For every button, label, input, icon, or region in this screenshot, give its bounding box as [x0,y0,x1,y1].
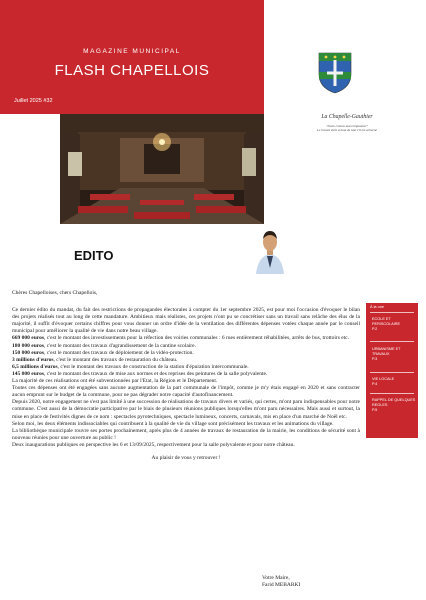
edito-salutation: Chères Chapelloises, chers Chapellois, [12,290,98,296]
mayor-photo [252,224,288,274]
figure-amount: 180 000 euros [12,342,44,349]
toc-divider [370,372,414,373]
signature-title: Votre Maire, [262,575,290,581]
issue-date: Juillet 2025 #32 [14,98,53,104]
figure-line [12,350,360,357]
toc-divider [370,341,414,342]
signature [262,575,300,589]
edito-paragraph: Depuis 2020, notre engagement ne s'est pas limité à une succession de réalisations de travaux divers et variés, qui certes, m'ont paru indispensables pour notre commune. C'est aussi de la démocratie participative par le biais de plusieurs réunions publiques lorsqu'elles m'ont paru nécessaires. Mais aussi et surtout, la mise en place de festivités dignes de ce nom : spectacles pyrotechniques, spectacle lumineux, concerts, carnavals, mis en place d'un marché de Noël etc. [12,399,360,420]
edito-heading: EDITO [74,248,114,263]
figure-line [12,357,360,364]
figure-text: , c'est le montant des travaux d'agrandissement de la cantine scolaire. [43,342,196,349]
castle-interior-photo [60,114,264,224]
town-slogan-line-1: "Lieux connus aussi imposteur" [326,124,368,128]
town-slogan [292,124,402,132]
table-of-contents [366,303,418,438]
edito-paragraph: La majorité de ces réalisations ont été subventionnées par l'Etat, la Région et le Département. [12,378,218,385]
toc-item-ecole[interactable] [372,317,416,331]
toc-item-vie-locale[interactable] [372,377,416,387]
toc-item-label: VIE LOCALE [372,377,395,381]
toc-item-label: ECOLE ET PERISCOLAIRE [372,317,401,326]
figure-amount: 150 000 euros [12,349,44,356]
magazine-title: FLASH CHAPELLOIS [54,62,210,79]
magazine-subtitle: MAGAZINE MUNICIPAL [83,48,181,55]
castle-hall-image [60,114,264,224]
figure-amount: 669 000 euros [12,335,44,342]
edito-paragraph: Ce dernier édito du mandat, du fait des restrictions de propagandes électorales à compter du 1er septembre 2025, est pour moi l'occasion d'évoquer le bilan des projets réalisés tout au long de cette mandature. Ambitieux mais réalistes, ces projets n'ont pu se concrétiser sans un travail sans relâche des élus de la majorité, il suffit d'évoquer certains chiffres pour vous donner un ordre d'idée de la ventilation des différentes dépenses votées chaque année par le conseil municipal pour améliorer la qualité de vie dans notre beau village. [12,307,360,335]
toc-heading: À la une [370,305,384,309]
edito-paragraph: La bibliothèque municipale rouvre ses portes prochainement, après plus de 4 années de travaux de restauration de la mairie, les conditions de sécurité sont à nouveau réunies pour une ouverture au public ! [12,427,360,441]
figure-amount: 3 millions d'euros [12,356,54,363]
town-name: La Chapelle-Gauthier [321,114,373,120]
edito-paragraph: Deux inaugurations publiques en perspective les 6 et 13/09/2025, respectivement pour la salle polyvalente et pour notre château. [12,441,295,448]
toc-item-label: RAPPEL DE QUELQUES REGLES [372,398,416,407]
toc-item-label: URBANISME ET TRAVAUX [372,347,401,356]
toc-item-page: P.5 [372,407,378,412]
figure-line [12,364,360,371]
toc-divider [370,393,414,394]
toc-item-page: P.2 [372,326,378,331]
figure-text: , c'est le montant des travaux de déploiement de la vidéo-protection. [43,349,194,356]
town-crest [318,52,352,94]
figure-text: , c'est le montant des investissements pour la réfection des voiries communales : 6 rues entièrement réhabilitées, arrêts de bus, trottoirs etc. [43,335,350,342]
edito-paragraph: Toutes ces dépenses ont été engagées sans aucune augmentation de la part communale de l'impôt, comme je m'y étais engagé en 2020 et sans contracter aucun emprunt sur le budget de la commune, pour ne pas dégrader notre capacité d'autofinancement. [12,385,360,399]
figure-text: , c'est le montant des travaux de construction de la station d'épuration intercommunale. [57,363,249,370]
toc-item-regles[interactable] [372,398,416,412]
figure-amount: 145 000 euros [12,370,44,377]
figure-text: , c'est le montant des travaux de mise aux normes et des reprises des peintures de la salle polyvalente. [43,370,268,377]
signature-name: Farid MEBARKI [262,582,301,588]
edito-closing: Au plaisir de vous y retrouver ! [151,454,221,461]
toc-divider [370,312,414,313]
figure-text: , c'est le montant des travaux de restauration du château. [53,356,178,363]
figure-line [12,343,360,350]
edito-paragraph: Selon moi, les deux éléments indissociables qui contribuent à la qualité de vie du village sont précisément les travaux et les animations du village. [12,420,334,427]
toc-item-page: P.3 [372,356,378,361]
figure-line [12,371,360,378]
figure-line [12,335,360,342]
toc-item-page: P.4 [372,381,378,386]
toc-item-urbanisme[interactable] [372,347,416,361]
edito-body [12,290,360,462]
magazine-header [0,0,264,114]
coat-of-arms-icon [318,52,352,94]
mayor-portrait [252,224,288,274]
town-slogan-line-2: Le travail vient à bout de tout s'il est acharné [317,128,377,133]
figure-amount: 6,5 millions d'euros [12,363,58,370]
